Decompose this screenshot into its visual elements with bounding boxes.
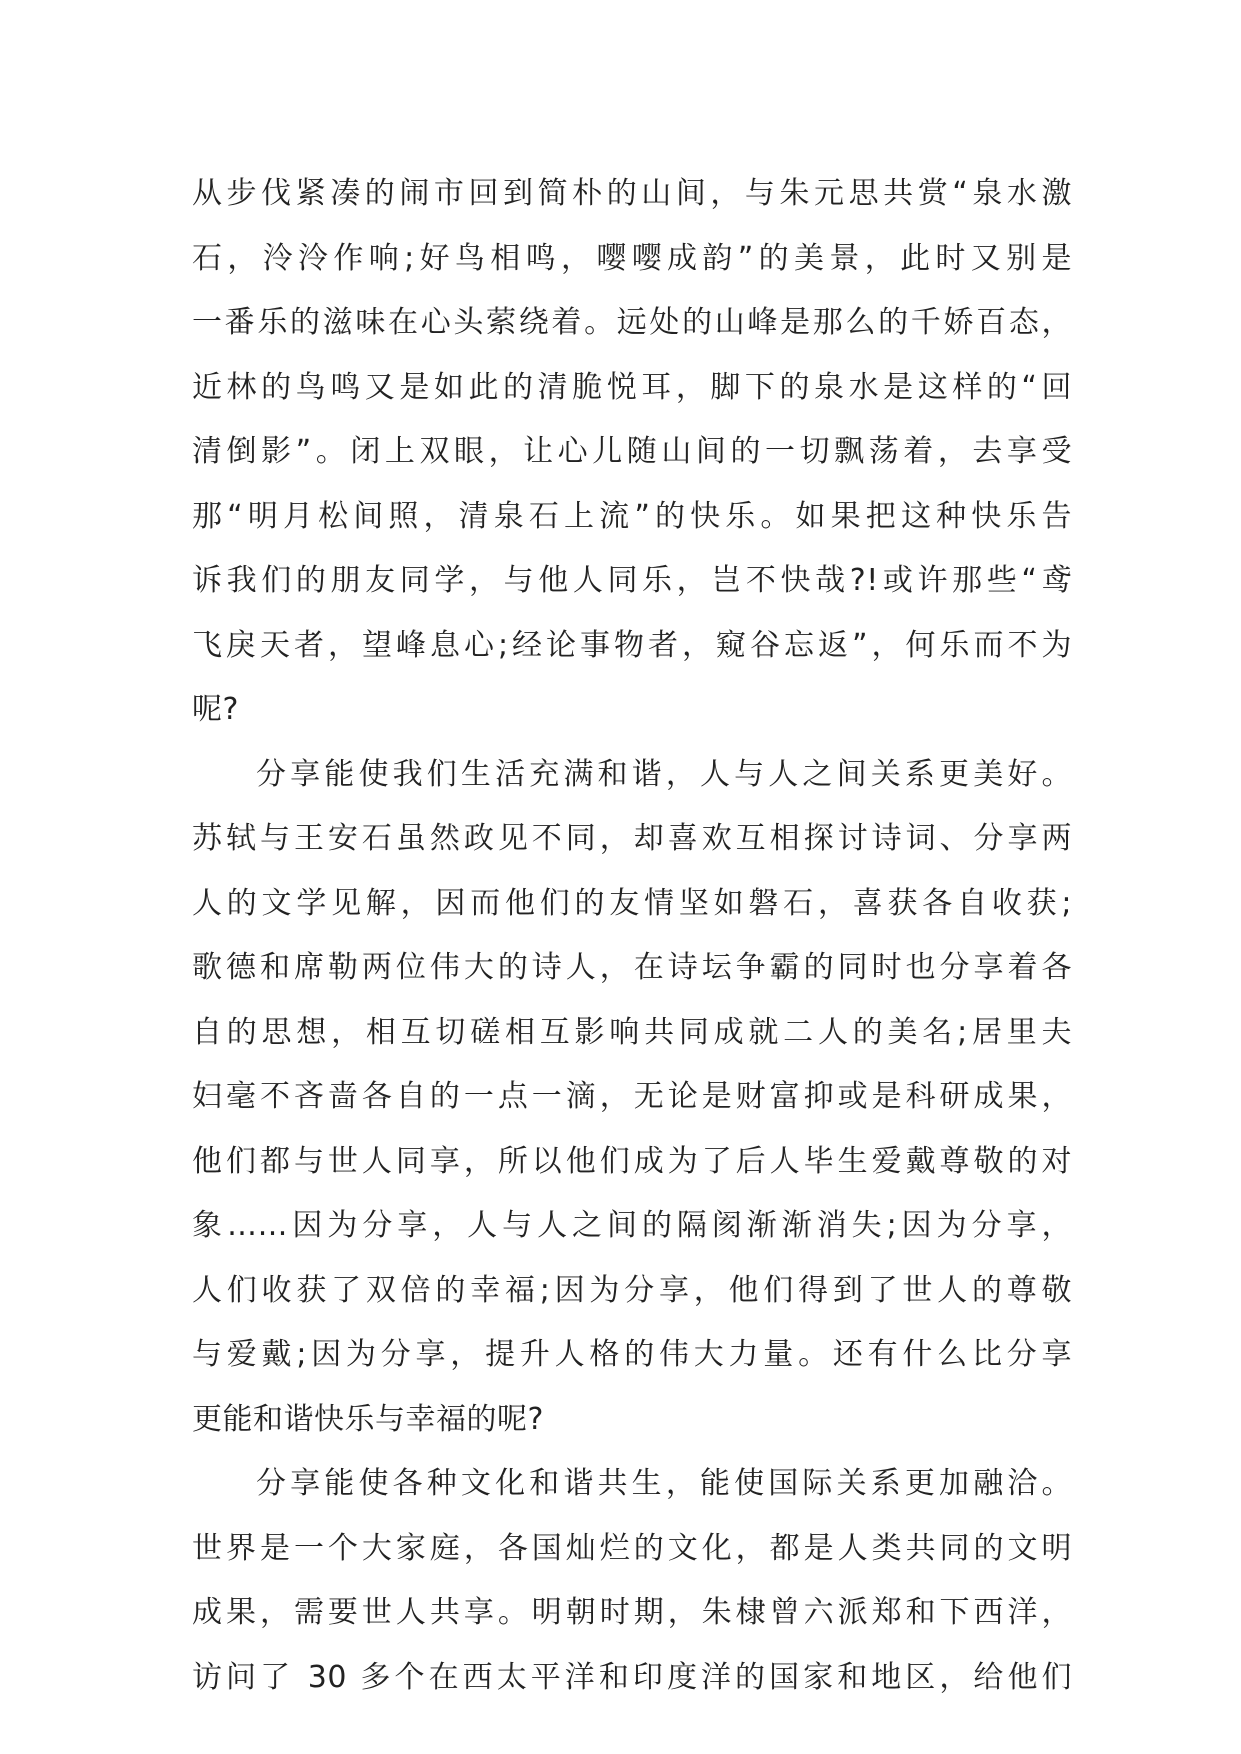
document-body (192, 162, 1072, 1710)
text-line: 分享能使各种文化和谐共生，能使国际关系更加融洽。 (256, 1466, 1072, 1501)
text-line: 呢? (192, 692, 239, 727)
text-line: 象……因为分享，人与人之间的隔阂渐渐消失;因为分享， (192, 1208, 1072, 1243)
text-line: 石，泠泠作响;好鸟相鸣，嘤嘤成韵”的美景，此时又别是 (192, 240, 1072, 276)
text-line: 苏轼与王安石虽然政见不同，却喜欢互相探讨诗词、分享两 (192, 821, 1072, 856)
text-line: 那“明月松间照，清泉石上流”的快乐。如果把这种快乐告 (192, 498, 1072, 534)
paragraph-culture (192, 1452, 1072, 1710)
text-line: 清倒影”。闭上双眼，让心儿随山间的一切飘荡着，去享受 (192, 434, 1072, 469)
text-line: 成果，需要世人共享。明朝时期，朱棣曾六派郑和下西洋， (192, 1595, 1072, 1630)
paragraph-harmony (192, 743, 1072, 1453)
text-line: 与爱戴;因为分享，提升人格的伟大力量。还有什么比分享 (192, 1337, 1072, 1372)
text-line: 人们收获了双倍的幸福;因为分享，他们得到了世人的尊敬 (192, 1272, 1072, 1308)
text-line: 妇毫不吝啬各自的一点一滴，无论是财富抑或是科研成果， (192, 1079, 1072, 1114)
paragraph-shanjian (192, 162, 1072, 743)
text-line: 从步伐紧凑的闹市回到简朴的山间，与朱元思共赏“泉水激 (192, 176, 1072, 211)
text-line: 飞戾天者，望峰息心;经论事物者，窥谷忘返”，何乐而不为 (192, 627, 1072, 663)
text-line: 更能和谐快乐与幸福的呢? (192, 1401, 544, 1437)
text-line: 诉我们的朋友同学，与他人同乐，岂不快哉?!或许那些“鸢 (192, 563, 1072, 598)
text-line: 歌德和席勒两位伟大的诗人，在诗坛争霸的同时也分享着各 (192, 950, 1072, 985)
text-line: 分享能使我们生活充满和谐，人与人之间关系更美好。 (256, 756, 1072, 792)
text-line: 访问了 30 多个在西太平洋和印度洋的国家和地区，给他们 (192, 1659, 1072, 1695)
text-line: 他们都与世人同享，所以他们成为了后人毕生爱戴尊敬的对 (192, 1143, 1072, 1179)
text-line: 一番乐的滋味在心头萦绕着。远处的山峰是那么的千娇百态， (192, 305, 1072, 340)
text-line: 自的思想，相互切磋相互影响共同成就二人的美名;居里夫 (192, 1014, 1072, 1050)
text-line: 世界是一个大家庭，各国灿烂的文化，都是人类共同的文明 (192, 1530, 1072, 1566)
text-line: 人的文学见解，因而他们的友情坚如磐石，喜获各自收获; (192, 885, 1072, 921)
text-line: 近林的鸟鸣又是如此的清脆悦耳，脚下的泉水是这样的“回 (192, 369, 1072, 405)
